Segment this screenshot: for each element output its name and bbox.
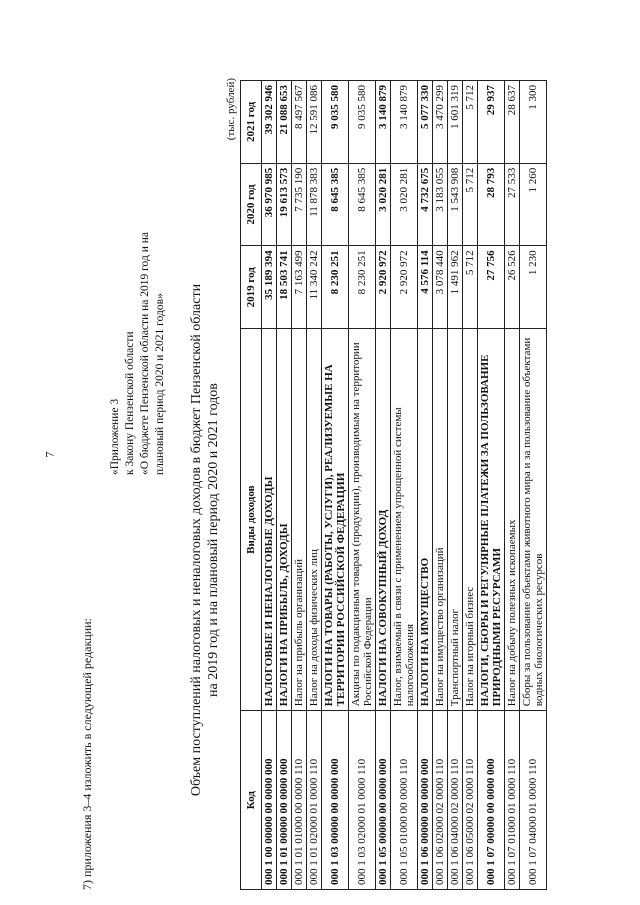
row-value-2020: 3 020 281 <box>391 163 418 246</box>
row-value-2021: 9 035 580 <box>349 81 376 164</box>
row-value-2019: 18 503 741 <box>277 246 292 329</box>
header-2020: 2020 год <box>241 163 262 246</box>
row-value-2021: 5 712 <box>463 81 478 164</box>
title-line-2: на 2019 год и на плановый период 2020 и 2021 годов <box>206 383 221 697</box>
row-value-2020: 1 260 <box>520 163 547 246</box>
table-row <box>307 81 322 890</box>
row-code: 000 1 05 00000 00 0000 000 <box>376 711 391 890</box>
row-value-2020: 28 793 <box>478 163 505 246</box>
row-income-type: Налог на прибыль организаций <box>292 329 307 711</box>
row-value-2021: 3 140 879 <box>376 81 391 164</box>
row-value-2019: 8 230 251 <box>322 246 349 329</box>
row-value-2020: 1 543 908 <box>448 163 463 246</box>
table-row <box>391 81 418 890</box>
revenue-table <box>240 80 547 890</box>
row-value-2020: 8 645 385 <box>349 163 376 246</box>
table-row <box>376 81 391 890</box>
table-row <box>322 81 349 890</box>
table-row <box>262 81 277 890</box>
row-value-2020: 8 645 385 <box>322 163 349 246</box>
row-code: 000 1 06 04000 02 0000 110 <box>448 711 463 890</box>
appendix-line-4: плановый период 2020 и 2021 годов» <box>154 293 166 475</box>
row-value-2019: 27 756 <box>478 246 505 329</box>
row-value-2019: 2 920 972 <box>391 246 418 329</box>
row-income-type: НАЛОГОВЫЕ И НЕНАЛОГОВЫЕ ДОХОДЫ <box>262 329 277 711</box>
document-title <box>188 220 222 860</box>
row-code: 000 1 06 02000 02 0000 110 <box>433 711 448 890</box>
row-value-2020: 19 613 573 <box>277 163 292 246</box>
rotated-document-content <box>70 70 565 900</box>
header-income-type: Виды доходов <box>241 329 262 711</box>
row-value-2020: 3 183 055 <box>433 163 448 246</box>
row-code: 000 1 07 00000 00 0000 000 <box>478 711 505 890</box>
row-value-2021: 8 497 567 <box>292 81 307 164</box>
row-income-type: Акцизы по подакцизным товарам (продукции), производимым на территории Российской Федерации <box>349 329 376 711</box>
row-income-type: Налог на доходы физических лиц <box>307 329 322 711</box>
row-income-type: НАЛОГИ НА ПРИБЫЛЬ, ДОХОДЫ <box>277 329 292 711</box>
row-value-2020: 27 533 <box>505 163 520 246</box>
table-row <box>433 81 448 890</box>
row-value-2019: 1 491 962 <box>448 246 463 329</box>
row-value-2020: 3 020 281 <box>376 163 391 246</box>
table-row <box>478 81 505 890</box>
table-row <box>520 81 547 890</box>
row-code: 000 1 01 02000 01 0000 110 <box>307 711 322 890</box>
row-value-2021: 1 300 <box>520 81 547 164</box>
row-value-2021: 9 035 580 <box>322 81 349 164</box>
appendix-line-1: «Приложение 3 <box>109 398 121 475</box>
row-value-2021: 3 470 299 <box>433 81 448 164</box>
appendix-line-2: к Закону Пензенской области <box>124 331 136 475</box>
row-value-2021: 39 302 946 <box>262 81 277 164</box>
row-income-type: НАЛОГИ НА ТОВАРЫ (РАБОТЫ, УСЛУГИ), РЕАЛИЗУЕМЫЕ НА ТЕРРИТОРИИ РОССИЙСКОЙ ФЕДЕРАЦИИ <box>322 329 349 711</box>
row-code: 000 1 06 05000 02 0000 110 <box>463 711 478 890</box>
table-row <box>277 81 292 890</box>
row-income-type: Налог, взимаемый в связи с применением упрощенной системы налогообложения <box>391 329 418 711</box>
row-income-type: НАЛОГИ НА ИМУЩЕСТВО <box>418 329 433 711</box>
row-code: 000 1 01 00000 00 0000 000 <box>277 711 292 890</box>
intro-text: 7) приложения 3–4 изложить в следующей редакции: <box>80 618 94 890</box>
row-income-type: Налог на имущество организаций <box>433 329 448 711</box>
row-value-2019: 1 230 <box>520 246 547 329</box>
header-2021: 2021 год <box>241 81 262 164</box>
row-value-2021: 12 591 086 <box>307 81 322 164</box>
row-value-2019: 8 230 251 <box>349 246 376 329</box>
title-line-1: Объем поступлений налоговых и неналоговых доходов в бюджет Пензенской области <box>189 283 204 797</box>
row-value-2019: 5 712 <box>463 246 478 329</box>
units-label: (тыс. рублей) <box>225 78 237 141</box>
row-code: 000 1 07 04000 01 0000 110 <box>520 711 547 890</box>
table-header-row <box>241 81 262 890</box>
table-body <box>262 81 547 890</box>
row-code: 000 1 01 01000 00 0000 110 <box>292 711 307 890</box>
table-row <box>463 81 478 890</box>
row-code: 000 1 06 00000 00 0000 000 <box>418 711 433 890</box>
row-value-2021: 5 077 330 <box>418 81 433 164</box>
row-value-2021: 21 088 653 <box>277 81 292 164</box>
table-row <box>505 81 520 890</box>
row-code: 000 1 03 02000 01 0000 110 <box>349 711 376 890</box>
header-code: Код <box>241 711 262 890</box>
row-value-2020: 36 970 985 <box>262 163 277 246</box>
table-row <box>292 81 307 890</box>
header-2019: 2019 год <box>241 246 262 329</box>
row-value-2019: 11 340 242 <box>307 246 322 329</box>
row-income-type: НАЛОГИ, СБОРЫ И РЕГУЛЯРНЫЕ ПЛАТЕЖИ ЗА ПОЛЬЗОВАНИЕ ПРИРОДНЫМИ РЕСУРСАМИ <box>478 329 505 711</box>
row-value-2020: 4 732 675 <box>418 163 433 246</box>
row-value-2021: 28 637 <box>505 81 520 164</box>
row-value-2019: 26 526 <box>505 246 520 329</box>
row-value-2020: 11 878 383 <box>307 163 322 246</box>
row-value-2021: 3 140 879 <box>391 81 418 164</box>
row-value-2020: 7 735 190 <box>292 163 307 246</box>
table-row <box>448 81 463 890</box>
row-value-2019: 35 189 394 <box>262 246 277 329</box>
row-value-2019: 7 163 499 <box>292 246 307 329</box>
row-value-2020: 5 712 <box>463 163 478 246</box>
row-value-2019: 3 078 440 <box>433 246 448 329</box>
row-code: 000 1 05 01000 00 0000 110 <box>391 711 418 890</box>
row-code: 000 1 00 00000 00 0000 000 <box>262 711 277 890</box>
row-income-type: НАЛОГИ НА СОВОКУПНЫЙ ДОХОД <box>376 329 391 711</box>
row-income-type: Транспортный налог <box>448 329 463 711</box>
row-income-type: Налог на игорный бизнес <box>463 329 478 711</box>
row-code: 000 1 03 00000 00 0000 000 <box>322 711 349 890</box>
appendix-line-3: «О бюджете Пензенской области на 2019 год и на <box>139 232 151 475</box>
row-value-2021: 1 601 319 <box>448 81 463 164</box>
row-code: 000 1 07 01000 01 0000 110 <box>505 711 520 890</box>
table-row <box>349 81 376 890</box>
row-income-type: Налог на добычу полезных ископаемых <box>505 329 520 711</box>
table-row <box>418 81 433 890</box>
row-value-2021: 29 937 <box>478 81 505 164</box>
row-income-type: Сборы за пользование объектами животного мира и за пользование объектами водных биологических ресурсов <box>520 329 547 711</box>
row-value-2019: 4 576 114 <box>418 246 433 329</box>
appendix-header <box>108 75 168 475</box>
row-value-2019: 2 920 972 <box>376 246 391 329</box>
page-number: 7 <box>42 451 57 458</box>
